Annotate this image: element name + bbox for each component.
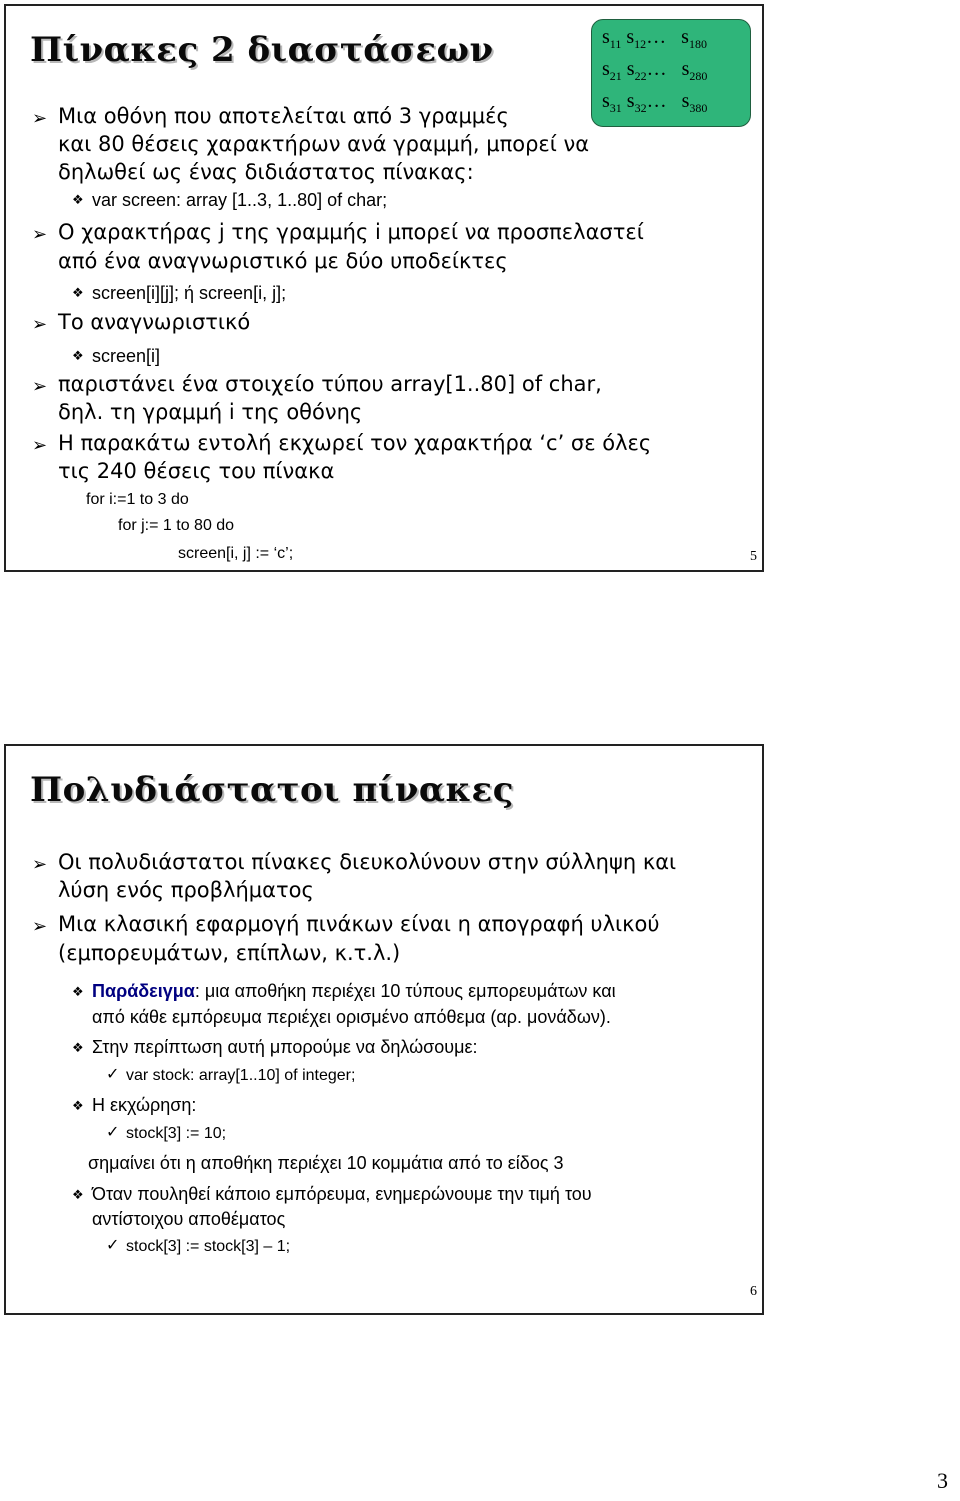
slide-6 <box>4 744 764 1315</box>
bullet-text: τις 240 θέσεις του πίνακα <box>58 459 335 483</box>
bullet-text: Στην περίπτωση αυτή μπορούμε να δηλώσουμε: <box>92 1037 478 1057</box>
bullet-text: δηλ. τη γραμμή i της οθόνης <box>58 400 363 424</box>
arrow-bullet-icon: ➢ <box>32 854 48 875</box>
bullet-text: αντίστοιχου αποθέματος <box>92 1209 286 1229</box>
arrow-bullet-icon: ➢ <box>32 108 48 129</box>
diamond-bullet-icon: ❖ <box>72 1099 84 1114</box>
bullet-text: δηλωθεί ως ένας διδιάστατος πίνακας: <box>58 160 474 184</box>
page-number: 3 <box>937 1468 948 1493</box>
bullet-text: Η εκχώρηση: <box>92 1095 197 1115</box>
code-line: screen[i] <box>92 346 161 366</box>
code-line: var screen: array [1..3, 1..80] of char; <box>92 190 388 210</box>
arrow-bullet-icon: ➢ <box>32 224 48 245</box>
bullet-text: Ο χαρακτήρας j της γραμμής i μπορεί να προσπελαστεί <box>58 220 644 244</box>
matrix-row-3: $s_{31}$ $s_{32}\dots$ $s_{380}$ <box>602 90 708 115</box>
arrow-bullet-icon: ➢ <box>32 314 48 335</box>
bullet-text: από κάθε εμπόρευμα περιέχει ορισμένο απόθεμα (αρ. μονάδων). <box>92 1007 611 1027</box>
slide-title: Πίνακες 2 διαστάσεων <box>30 30 494 70</box>
bullet-text: σημαίνει ότι η αποθήκη περιέχει 10 κομμάτια από το είδος 3 <box>88 1153 564 1173</box>
arrow-bullet-icon: ➢ <box>32 916 48 937</box>
code-line: for i:=1 to 3 do <box>86 491 189 508</box>
matrix-row-1: $s_{11}$ $s_{12}\dots$ $s_{180}$ <box>602 26 707 51</box>
code-line: stock[3] := 10; <box>126 1125 227 1142</box>
bullet-text: Μια οθόνη που αποτελείται από 3 γραμμές <box>58 104 509 128</box>
bullet-text: λύση ενός προβλήματος <box>58 878 314 902</box>
diamond-bullet-icon: ❖ <box>72 193 84 208</box>
bullet-text: Η παρακάτω εντολή εκχωρεί τον χαρακτήρα ‘c’ σε όλες <box>58 431 652 455</box>
slide-number: 6 <box>750 1284 757 1299</box>
code-line: screen[i, j] := ‘c’; <box>178 545 294 562</box>
checkmark-icon: ✓ <box>106 1122 120 1141</box>
bullet-text: και 80 θέσεις χαρακτήρων ανά γραμμή, μπορεί να <box>58 132 590 156</box>
code-line: for j:= 1 to 80 do <box>118 517 235 534</box>
diamond-bullet-icon: ❖ <box>72 985 84 1000</box>
bullet-text: Παράδειγμα: μια αποθήκη περιέχει 10 τύπους εμπορευμάτων και <box>92 981 616 1001</box>
bullet-text: (εμπορευμάτων, επίπλων, κ.τ.λ.) <box>58 941 401 965</box>
checkmark-icon: ✓ <box>106 1064 120 1083</box>
slide-5 <box>4 4 764 572</box>
code-line: var stock: array[1..10] of integer; <box>126 1067 356 1084</box>
checkmark-icon: ✓ <box>106 1235 120 1254</box>
diamond-bullet-icon: ❖ <box>72 1188 84 1203</box>
code-line: stock[3] := stock[3] – 1; <box>126 1238 291 1255</box>
diamond-bullet-icon: ❖ <box>72 349 84 364</box>
matrix-box <box>591 19 751 127</box>
bullet-text: Όταν πουληθεί κάποιο εμπόρευμα, ενημερώνουμε την τιμή του <box>92 1184 592 1204</box>
bullet-text: Το αναγνωριστικό <box>58 310 251 334</box>
slide-title: Πολυδιάστατοι πίνακες <box>30 770 514 810</box>
diamond-bullet-icon: ❖ <box>72 286 84 301</box>
slide-number: 5 <box>750 549 757 564</box>
bullet-text: από ένα αναγνωριστικό με δύο υποδείκτες <box>58 249 508 273</box>
diamond-bullet-icon: ❖ <box>72 1041 84 1056</box>
bullet-text: παριστάνει ένα στοιχείο τύπου array[1..80] of char, <box>58 372 602 396</box>
arrow-bullet-icon: ➢ <box>32 435 48 456</box>
bullet-text: Μια κλασική εφαρμογή πινάκων είναι η απογραφή υλικού <box>58 912 660 936</box>
example-label: Παράδειγμα <box>92 981 195 1001</box>
arrow-bullet-icon: ➢ <box>32 376 48 397</box>
code-line: screen[i][j]; ή screen[i, j]; <box>92 283 287 303</box>
bullet-text: Οι πολυδιάστατοι πίνακες διευκολύνουν στην σύλληψη και <box>58 850 677 874</box>
matrix-row-2: $s_{21}$ $s_{22}\dots$ $s_{280}$ <box>602 58 708 83</box>
